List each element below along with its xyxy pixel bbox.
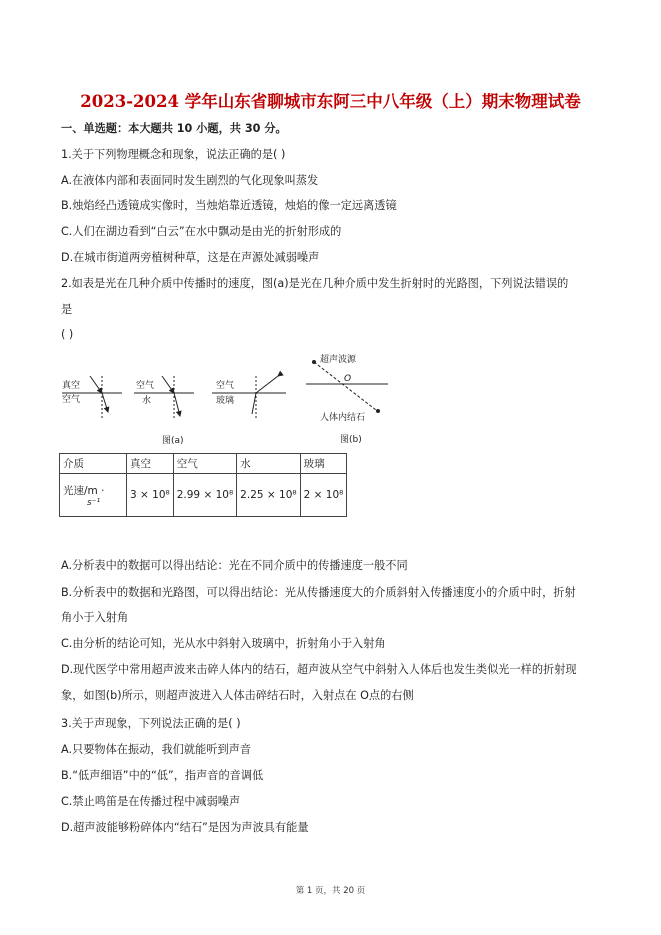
q1-option-d: D.在城市街道两旁植树种草，这是在声源处减弱噪声: [61, 251, 320, 264]
q2-option-d-line1: D.现代医学中常用超声波来击碎人体内的结石，超声波从空气中斜射入人体后也发生类似光一样的折射现: [61, 663, 577, 676]
q2-option-a: A.分析表中的数据可以得出结论：光在不同介质中的传播速度一般不同: [61, 559, 408, 572]
light-speed-table: [59, 453, 347, 517]
table-header: 空气: [173, 454, 236, 474]
q2-option-c: C.由分析的结论可知，光从水中斜射入玻璃中，折射角小于入射角: [61, 637, 386, 650]
table-cell: 2 × 10⁸: [300, 474, 347, 517]
refracted-ray-2: [174, 393, 180, 416]
label-ultrasound-source: 超声波源: [320, 355, 357, 365]
q2-stem-line2: 是: [61, 303, 73, 316]
label-air-2: 空气: [136, 381, 155, 391]
table-cell: 2.99 × 10⁸: [173, 474, 236, 517]
figure-a-caption: 图(a): [162, 436, 184, 446]
label-air-1: 空气: [62, 395, 81, 405]
incident-ray-1: [90, 376, 102, 393]
table-header-row: [60, 454, 347, 474]
ultrasound-source-dot: [312, 360, 316, 364]
table-cell: 2.25 × 10⁸: [237, 474, 300, 517]
table-header: 介质: [60, 454, 127, 474]
q3-option-d: D.超声波能够粉碎体内“结石”是因为声波具有能量: [61, 821, 309, 834]
stone-dot: [376, 409, 380, 413]
table-header: 真空: [127, 454, 174, 474]
speed-unit-label: 光速/m ·: [63, 484, 105, 497]
figure-b-caption: 图(b): [340, 435, 362, 445]
table-header: 玻璃: [300, 454, 347, 474]
label-air-3: 空气: [216, 381, 235, 391]
q2-stem-line1: 2.如表是光在几种介质中传播时的速度，图(a)是光在几种介质中发生折射时的光路图，下列说法错误的: [61, 277, 569, 290]
q3-option-c: C.禁止鸣笛是在传播过程中减弱噪声: [61, 795, 241, 808]
page-title: 2023-2024 学年山东省聊城市东阿三中八年级（上）期末物理试卷: [80, 92, 581, 111]
q3-stem: 3.关于声现象，下列说法正确的是( ): [61, 717, 241, 730]
refraction-figure: [58, 348, 398, 448]
q2-option-d-line2: 象，如图(b)所示，则超声波进入人体击碎结石时，入射点在 O点的右侧: [61, 689, 414, 702]
table-cell: 3 × 10⁸: [127, 474, 174, 517]
q1-option-b: B.烛焰经凸透镜成实像时，当烛焰靠近透镜，烛焰的像一定远离透镜: [61, 199, 397, 212]
page-footer: 第 1 页，共 20 页: [295, 886, 366, 896]
table-row-label: [60, 474, 127, 517]
q1-option-a: A.在液体内部和表面同时发生剧烈的气化现象叫蒸发: [61, 174, 319, 187]
label-point-o: O: [344, 374, 352, 384]
q2-paren: ( ): [61, 328, 74, 341]
table-header: 水: [237, 454, 300, 474]
label-water: 水: [142, 396, 152, 406]
table-row: [60, 474, 347, 517]
ultrasound-path: [314, 362, 376, 410]
ray-3-upper: [256, 376, 278, 393]
section-heading: 一、单选题：本大题共 10 小题，共 30 分。: [61, 122, 287, 135]
q2-option-b-line1: B.分析表中的数据和光路图，可以得出结论：光从传播速度大的介质斜射入传播速度小的介质中时，折射: [61, 586, 576, 599]
label-glass: 玻璃: [216, 396, 235, 406]
speed-unit-exponent: s⁻¹: [87, 497, 101, 508]
ray-3-lower: [252, 393, 256, 414]
label-body-stone: 人体内结石: [320, 413, 366, 423]
refracted-ray-1: [102, 393, 108, 412]
q1-option-c: C.人们在湖边看到“白云”在水中飘动是由光的折射形成的: [61, 225, 342, 238]
incident-ray-2: [162, 376, 174, 393]
label-vacuum: 真空: [62, 381, 81, 391]
q1-stem: 1.关于下列物理概念和现象，说法正确的是( ): [61, 148, 286, 161]
q3-option-b: B.“低声细语”中的“低”，指声音的音调低: [61, 769, 264, 782]
q2-option-b-line2: 角小于入射角: [61, 611, 129, 624]
q3-option-a: A.只要物体在振动，我们就能听到声音: [61, 743, 252, 756]
